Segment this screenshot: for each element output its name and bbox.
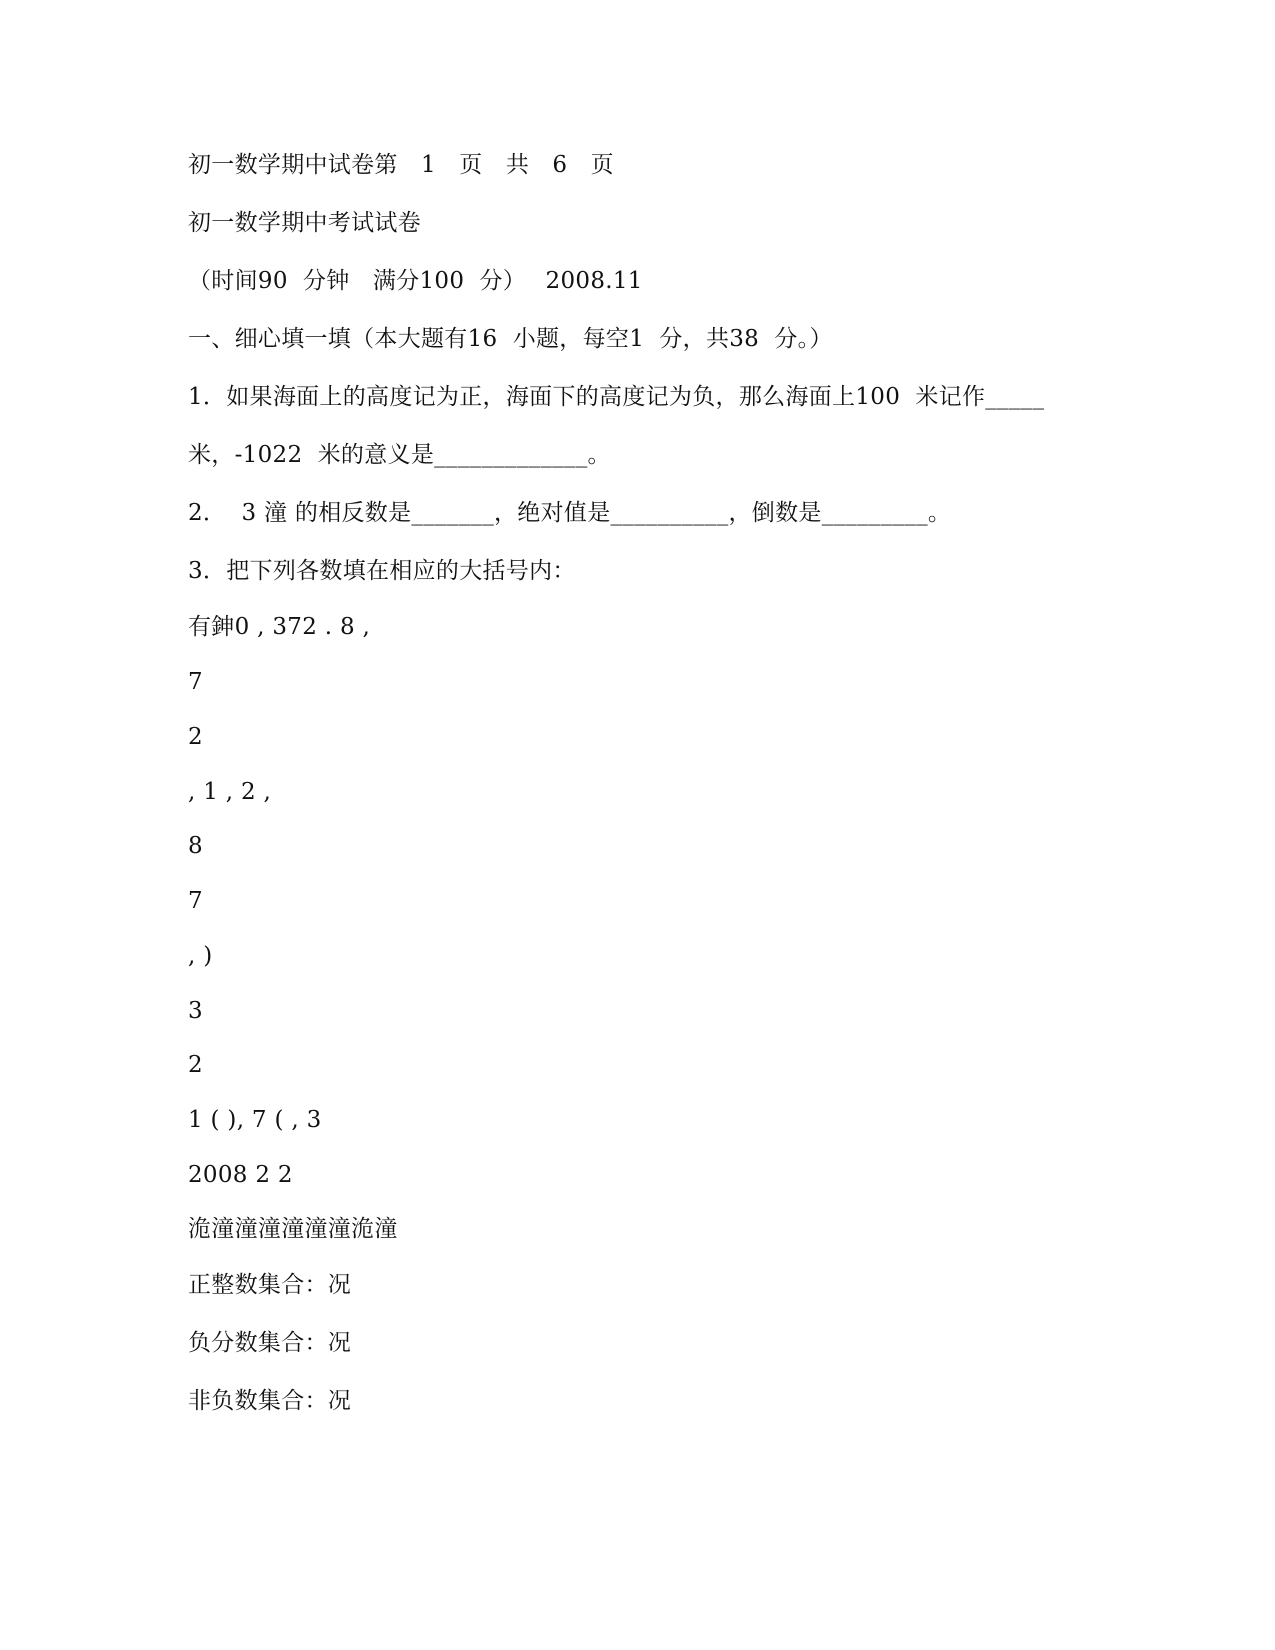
- text-line: , 1 , 2 ,: [188, 779, 272, 805]
- question-2: 2． 3 潼 的相反数是_______，绝对值是__________，倒数是_________。: [188, 500, 952, 526]
- text-line: 2008 2 2: [188, 1162, 293, 1188]
- question-3: 3．把下列各数填在相应的大括号内：: [188, 558, 576, 584]
- page-header: 初一数学期中试卷第 1 页 共 6 页: [188, 152, 614, 178]
- text-line: 8: [188, 833, 203, 859]
- section-heading: 一、细心填一填（本大题有16 小题，每空1 分，共38 分。）: [188, 326, 833, 352]
- text-line: 2: [188, 1052, 203, 1078]
- exam-info: （时间90 分钟 满分100 分） 2008.11: [188, 268, 643, 294]
- question-1-line-2: 米，-1022 米的意义是_____________。: [188, 442, 611, 468]
- text-line: 7: [188, 888, 203, 914]
- positive-integer-set: 正整数集合：况: [188, 1272, 352, 1298]
- question-1-line-1: 1．如果海面上的高度记为正，海面下的高度记为负，那么海面上100 米记作_____: [188, 384, 1045, 410]
- non-negative-set: 非负数集合：况: [188, 1388, 352, 1414]
- text-line: 2: [188, 724, 203, 750]
- text-line: 洈潼潼潼潼潼潼洈潼: [188, 1216, 398, 1242]
- text-line: 有鉮0 , 372 . 8 ,: [188, 614, 371, 640]
- text-line: 3: [188, 998, 203, 1024]
- text-line: , ): [188, 943, 213, 969]
- text-line: 7: [188, 669, 203, 695]
- text-line: 1 ( ), 7 ( , 3: [188, 1107, 322, 1133]
- negative-fraction-set: 负分数集合：况: [188, 1330, 352, 1356]
- exam-title: 初一数学期中考试试卷: [188, 210, 421, 236]
